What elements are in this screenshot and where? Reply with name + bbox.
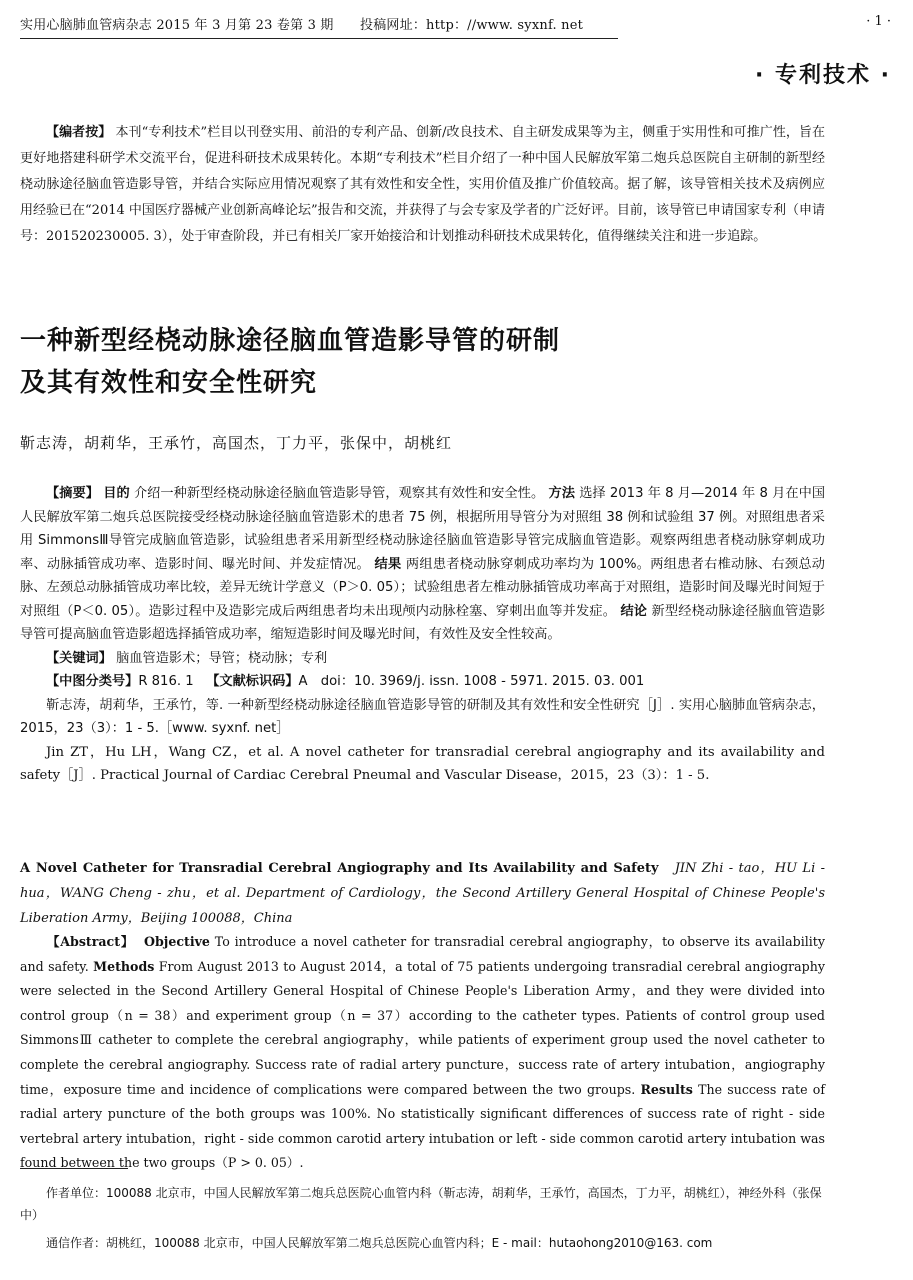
- keywords-line: [20, 647, 825, 671]
- english-abstract-label: 【Abstract】: [46, 934, 135, 949]
- article-title-line1: 一种新型经桡动脉途径脑血管造影导管的研制: [20, 326, 561, 356]
- citation-cn-text: 靳志涛，胡莉华，王承竹，等. 一种新型经桡动脉途径脑血管造影导管的研制及其有效性和安全性研究［J］. 实用心脑肺血管病杂志，2015，23（3）：1 - 5.［www. syxnf. net］: [20, 697, 825, 736]
- footnote-rule: [20, 1168, 128, 1169]
- article-title: [20, 320, 840, 404]
- editor-note-label: 【编者按】: [46, 125, 112, 140]
- article-title-line2: 及其有效性和安全性研究: [20, 368, 318, 398]
- conclusion-text: 新型经桡动脉途径脑血管造影导管可提高脑血管造影超选择插管成功率，缩短造影时间及曝光时间，有效性及安全性较高。: [20, 603, 826, 642]
- affiliation-text: 作者单位：100088 北京市，中国人民解放军第二炮兵总医院心血管内科（靳志涛，胡莉华，王承竹，高国杰，丁力平，胡桃红），神经外科（张保中）: [20, 1186, 822, 1222]
- section-label: · 专利技术 ·: [754, 63, 891, 88]
- methods-label: 方法: [548, 486, 575, 501]
- english-title-block: [20, 856, 825, 931]
- chinese-abstract: [20, 482, 825, 788]
- keywords-text: 脑血管造影术；导管；桡动脉；专利: [116, 650, 328, 666]
- citation-cn: [20, 694, 825, 741]
- english-results-label: Results: [640, 1081, 693, 1097]
- author-affiliation-footnote: [20, 1182, 825, 1226]
- english-title: A Novel Catheter for Transradial Cerebral Angiography and Its Availability and Safety: [20, 861, 659, 876]
- header-rule: [20, 38, 618, 39]
- doc-code: A doi：10. 3969/j. issn. 1008 - 5971. 2015. 03. 001: [298, 674, 645, 689]
- english-abstract: [20, 930, 825, 1176]
- editor-note-text: 本刊“专利技术”栏目以刊登实用、前沿的专利产品、创新/改良技术、自主研发成果等为主，侧重于实用性和可推广性，旨在更好地搭建科研学术交流平台，促进科研技术成果转化。本期“专利技术”栏目介绍了一种中国人民解放军第二炮兵总医院自主研制的新型经桡动脉途径脑血管造影导管，并结合实际应用情况观察了其有效性和安全性，实用价值及推广价值较高。据了解，该导管相关技术及病例应用经验已在“2014 中国医疗器械产业创新高峰论坛”报告和交流，并获得了与会专家及学者的广泛好评。目前，该导管已申请国家专利（申请号：201520230005. 3），处于审查阶段，并已有相关厂家开始接洽和计划推动科研技术成果转化，值得继续关注和进一步追踪。: [20, 125, 825, 244]
- citation-en-text: Jin ZT，Hu LH，Wang CZ，et al. A novel catheter for transradial cerebral angiography and its availability and safety［J］. Practical Journal of Cardiac Cerebral Pneumal and Vascular Disease，2015，23（3）：1 - 5.: [20, 744, 825, 783]
- results-label: 结果: [374, 556, 402, 572]
- english-objective-label: Objective: [143, 934, 210, 949]
- objective-label: 目的: [103, 486, 130, 501]
- english-results-text: The success rate of radial artery puncture of the both groups was 100%. No statistically significant differences of success rate of right - side vertebral artery intubation，right - side common carotid artery intubation or left - side common carotid artery intubation was found between the two groups（P > 0. 05）.: [20, 1081, 825, 1171]
- page-number: · 1 ·: [866, 14, 891, 29]
- author-list: 靳志涛，胡莉华，王承竹，高国杰，丁力平，张保中，胡桃红: [20, 434, 453, 452]
- results-text: 两组患者桡动脉穿刺成功率均为 100%。两组患者右椎动脉、右颈总动脉、左颈总动脉插管成功率比较，差异无统计学意义（P＞0. 05）；试验组患者左椎动脉插管成功率高于对照组，造影时间及曝光时间短于对照组（P＜0. 05）。造影过程中及造影完成后两组患者均未出现颅内动脉栓塞、穿刺出血等并发症。: [20, 556, 825, 619]
- objective-text: 介绍一种新型经桡动脉途径脑血管造影导管，观察其有效性和安全性。: [133, 486, 545, 501]
- english-methods-text: From August 2013 to August 2014，a total of 75 patients undergoing transradial cerebral angiography were selected in the Second Artillery General Hospital of Chinese People's Liberation Army，and they were divided into control group（n = 38）and experiment group（n = 37）according to the catheter types. Patients of control group used SimmonsⅢ catheter to complete the cerebral angiography，while patients of experiment group used the novel catheter to complete the cerebral angiography. Success rate of radial artery puncture，success rate of artery intubation，angiography time，exposure time and incidence of complications were compared between the two groups.: [20, 958, 825, 1097]
- journal-header: 实用心脑肺血管病杂志 2015 年 3 月第 23 卷第 3 期 投稿网址：http：//www. syxnf. net: [20, 18, 584, 33]
- correspondence-footnote: [20, 1232, 825, 1254]
- methods-text: 选择 2013 年 8 月—2014 年 8 月在中国人民解放军第二炮兵总医院接受经桡动脉途径脑血管造影术的患者 75 例，根据所用导管分为对照组 38 例和试验组 37 例。对照组患者采用 SimmonsⅢ导管完成脑血管造影，试验组患者采用新型经桡动脉途径脑血管造影导管完成脑血管造影。观察两组患者桡动脉穿刺成功率、动脉插管成功率、造影时间、曝光时间、并发症情况。: [20, 486, 826, 572]
- classification-line: [20, 670, 825, 694]
- editor-note: [20, 120, 825, 250]
- english-authors-affiliation: JIN Zhi - tao，HU Li - hua，WANG Cheng - zhu，et al. Department of Cardiology，the Second Artillery General Hospital of Chinese People's Liberation Army，Beijing 100088，China: [20, 861, 825, 926]
- english-objective-text: To introduce a novel catheter for transradial cerebral angiography，to observe its availability and safety.: [20, 934, 825, 974]
- keywords-label: 【关键词】: [46, 650, 112, 666]
- correspondence-text: 通信作者：胡桃红，100088 北京市，中国人民解放军第二炮兵总医院心血管内科；E - mail：hutaohong2010@163. com: [46, 1236, 713, 1250]
- abstract-label: 【摘要】: [46, 486, 99, 501]
- clc-label: 【中图分类号】: [46, 674, 139, 689]
- english-methods-label: Methods: [93, 958, 155, 974]
- citation-en: [20, 741, 825, 788]
- doc-label: 【文献标识码】: [206, 674, 299, 689]
- conclusion-label: 结论: [620, 603, 648, 619]
- clc-code: R 816. 1: [138, 674, 194, 689]
